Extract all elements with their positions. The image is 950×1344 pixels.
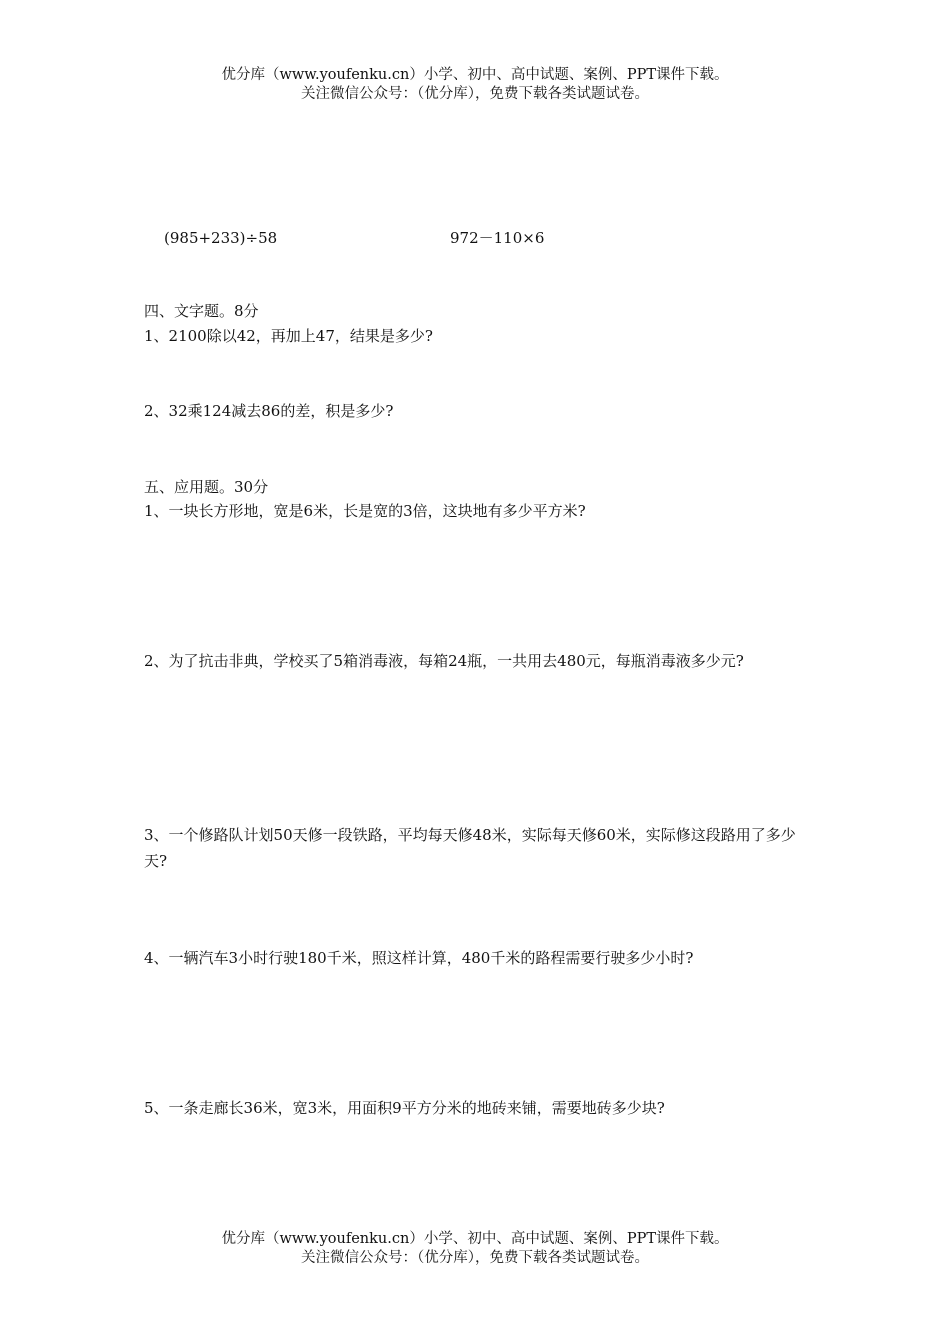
- section-5-title: 五、应用题。30分: [144, 478, 269, 496]
- page-header: [0, 66, 950, 104]
- calc-expression-2: 972－110×6: [450, 229, 545, 247]
- section-5-question-1: 1、一块长方形地，宽是6米，长是宽的3倍，这块地有多少平方米?: [144, 502, 586, 520]
- section-4-title: 四、文字题。8分: [144, 302, 259, 320]
- calc-expression-1: (985+233)÷58: [164, 229, 278, 247]
- section-5-question-5: 5、一条走廊长36米，宽3米，用面积9平方分米的地砖来铺，需要地砖多少块?: [144, 1099, 665, 1117]
- section-5-question-4: 4、一辆汽车3小时行驶180千米，照这样计算，480千米的路程需要行驶多少小时?: [144, 949, 694, 967]
- page-footer: [0, 1230, 950, 1268]
- section-5-question-2: 2、为了抗击非典，学校买了5箱消毒液，每箱24瓶，一共用去480元，每瓶消毒液多少元?: [144, 652, 744, 670]
- header-line-2: 关注微信公众号：（优分库），免费下载各类试题试卷。: [301, 86, 649, 102]
- footer-line-2: 关注微信公众号：（优分库），免费下载各类试题试卷。: [301, 1250, 649, 1266]
- section-5-question-3: 3、一个修路队计划50天修一段铁路，平均每天修48米，实际每天修60米，实际修这段路用了多少天?: [144, 826, 796, 870]
- section-4-question-1: 1、2100除以42，再加上47，结果是多少?: [144, 327, 433, 345]
- header-line-1: 优分库（www.youfenku.cn）小学、初中、高中试题、案例、PPT课件下载。: [221, 67, 729, 83]
- section-4-question-2: 2、32乘124减去86的差，积是多少?: [144, 402, 394, 420]
- footer-line-1: 优分库（www.youfenku.cn）小学、初中、高中试题、案例、PPT课件下载。: [221, 1231, 729, 1247]
